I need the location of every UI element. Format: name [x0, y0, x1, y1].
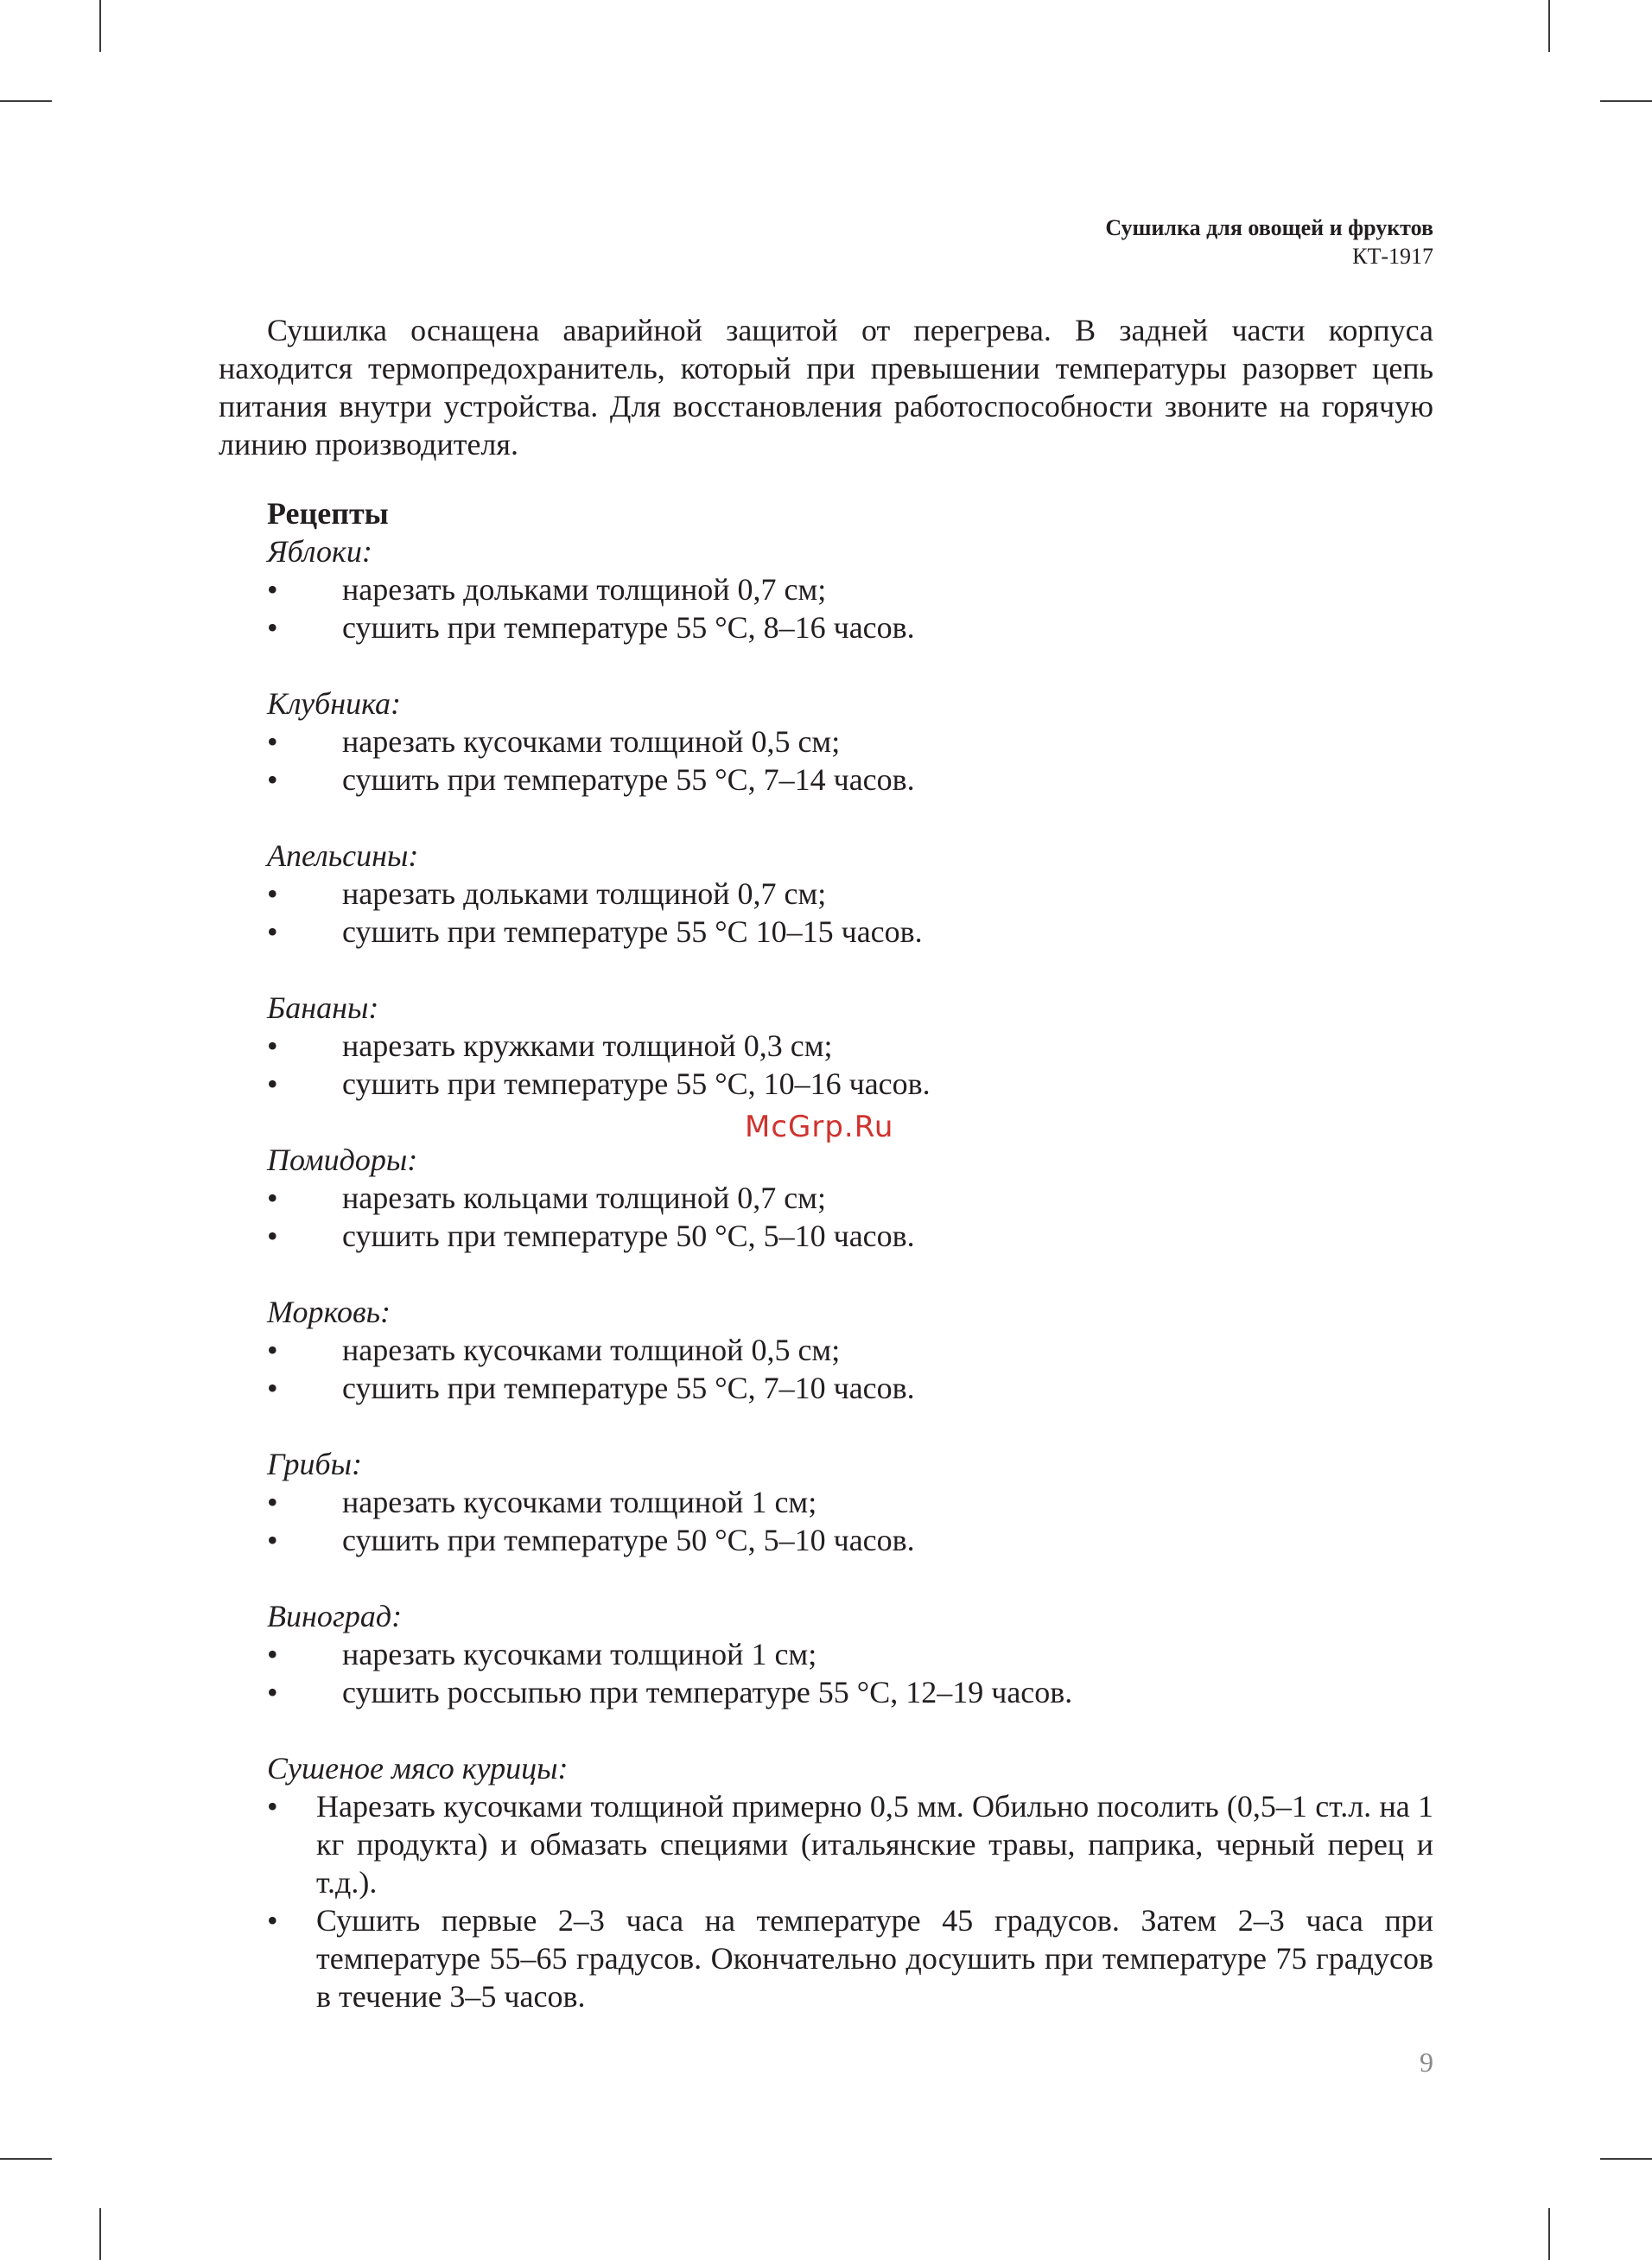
recipe-strawberries — [267, 684, 1433, 799]
header-product-name: Сушилка для овощей и фруктов — [1105, 215, 1433, 240]
bullet: • — [267, 1181, 278, 1215]
bullet: • — [267, 914, 278, 949]
bullet: • — [267, 1637, 278, 1671]
list-item — [267, 1787, 1433, 1901]
step-text: нарезать кусочками толщиной 1 см; — [342, 1485, 817, 1519]
page-number: 9 — [1420, 2047, 1433, 2078]
bullet: • — [267, 1523, 278, 1557]
page-content — [219, 311, 1433, 2015]
list-item — [267, 1635, 1433, 1673]
recipes-section — [267, 494, 1433, 2015]
bullet: • — [267, 1903, 278, 1938]
bullet: • — [267, 724, 278, 759]
list-item — [267, 1369, 1433, 1407]
bullet: • — [267, 762, 278, 797]
running-header — [1105, 213, 1433, 271]
step-text: сушить при температуре 55 °С, 7–10 часов. — [342, 1371, 915, 1405]
step-text: сушить при температуре 55 °С 10–15 часов. — [342, 914, 923, 949]
step-text: сушить при температуре 55 °С, 7–14 часов. — [342, 762, 915, 797]
bullet: • — [267, 1219, 278, 1253]
step-text: сушить при температуре 50 °С, 5–10 часов. — [342, 1219, 915, 1253]
recipe-steps — [267, 1331, 1433, 1407]
crop-mark-left-top — [0, 100, 52, 102]
recipe-oranges — [267, 837, 1433, 951]
bullet: • — [267, 572, 278, 607]
list-item — [267, 1331, 1433, 1369]
list-item — [267, 1027, 1433, 1065]
intro-paragraph: Сушилка оснащена аварийной защитой от перегрева. В задней части корпуса находится термопредохранитель, который при превышении температуры разорвет цепь питания внутри устройства. Для восстановления работоспособности звоните на горячую линию производителя. — [219, 313, 1433, 462]
recipe-steps — [267, 1483, 1433, 1559]
recipe-steps — [267, 1635, 1433, 1711]
watermark: McGrp.Ru — [745, 1110, 894, 1144]
recipe-dried-chicken — [267, 1749, 1433, 2015]
recipe-steps — [267, 1179, 1433, 1255]
crop-mark-left-bottom — [0, 2158, 52, 2160]
bullet: • — [267, 1028, 278, 1063]
list-item — [267, 1673, 1433, 1711]
crop-mark-top-right — [1548, 0, 1550, 52]
recipe-name: Сушеное мясо курицы: — [267, 1751, 569, 1786]
list-item — [267, 1521, 1433, 1559]
recipe-name: Клубника: — [267, 686, 402, 721]
crop-mark-right-top — [1600, 100, 1652, 102]
step-text: нарезать кусочками толщиной 0,5 см; — [342, 724, 841, 759]
bullet: • — [267, 1333, 278, 1367]
bullet: • — [267, 876, 278, 911]
header-model: КТ-1917 — [1352, 244, 1433, 269]
crop-mark-bottom-left — [99, 2208, 101, 2260]
recipe-steps — [267, 875, 1433, 951]
list-item — [267, 913, 1433, 951]
list-item — [267, 1483, 1433, 1521]
recipe-bananas — [267, 989, 1433, 1103]
list-item — [267, 875, 1433, 913]
list-item — [267, 1065, 1433, 1103]
step-text: нарезать дольками толщиной 0,7 см; — [342, 572, 827, 607]
step-text: Сушить первые 2–3 часа на температуре 45 градусов. Затем 2–3 часа при температуре 55–65 градусов. Окончательно досушить при температуре 75 градусов в течение 3–5 часов. — [316, 1903, 1433, 2014]
step-text: сушить россыпью при температуре 55 °С, 12–19 часов. — [342, 1675, 1073, 1709]
list-item — [267, 723, 1433, 761]
step-text: сушить при температуре 50 °С, 5–10 часов. — [342, 1523, 915, 1557]
recipe-steps — [267, 1027, 1433, 1103]
recipe-name: Грибы: — [267, 1447, 362, 1481]
list-item — [267, 1179, 1433, 1217]
recipe-mushrooms — [267, 1445, 1433, 1559]
bullet: • — [267, 1675, 278, 1709]
recipe-name: Бананы: — [267, 990, 379, 1025]
step-text: нарезать кольцами толщиной 0,7 см; — [342, 1181, 826, 1215]
bullet: • — [267, 610, 278, 645]
bullet: • — [267, 1066, 278, 1101]
recipe-steps — [267, 723, 1433, 799]
bullet: • — [267, 1485, 278, 1519]
list-item — [267, 1901, 1433, 2015]
list-item — [267, 1217, 1433, 1255]
recipe-name: Апельсины: — [267, 838, 419, 873]
recipe-name: Яблоки: — [267, 534, 372, 569]
bullet: • — [267, 1789, 278, 1824]
recipe-grapes — [267, 1597, 1433, 1711]
crop-mark-right-bottom — [1600, 2158, 1652, 2160]
recipe-name: Помидоры: — [267, 1143, 418, 1177]
crop-mark-top-left — [99, 0, 101, 52]
list-item — [267, 608, 1433, 646]
step-text: нарезать кусочками толщиной 0,5 см; — [342, 1333, 841, 1367]
step-text: нарезать дольками толщиной 0,7 см; — [342, 876, 827, 911]
recipe-tomatoes — [267, 1141, 1433, 1255]
step-text: сушить при температуре 55 °С, 8–16 часов. — [342, 610, 915, 645]
recipe-carrots — [267, 1293, 1433, 1407]
recipe-steps — [267, 1787, 1433, 2015]
bullet: • — [267, 1371, 278, 1405]
step-text: Нарезать кусочками толщиной примерно 0,5 мм. Обильно посолить (0,5–1 ст.л. на 1 кг продукта) и обмазать специями (итальянские травы, паприка, черный перец и т.д.). — [316, 1789, 1433, 1900]
recipe-steps — [267, 570, 1433, 646]
list-item — [267, 570, 1433, 608]
step-text: нарезать кусочками толщиной 1 см; — [342, 1637, 817, 1671]
step-text: нарезать кружками толщиной 0,3 см; — [342, 1028, 833, 1063]
recipe-name: Виноград: — [267, 1599, 403, 1633]
crop-mark-bottom-right — [1548, 2208, 1550, 2260]
recipes-heading: Рецепты — [267, 496, 389, 531]
step-text: сушить при температуре 55 °С, 10–16 часов. — [342, 1066, 931, 1101]
list-item — [267, 761, 1433, 799]
recipe-name: Морковь: — [267, 1295, 391, 1329]
recipe-apples — [267, 532, 1433, 646]
